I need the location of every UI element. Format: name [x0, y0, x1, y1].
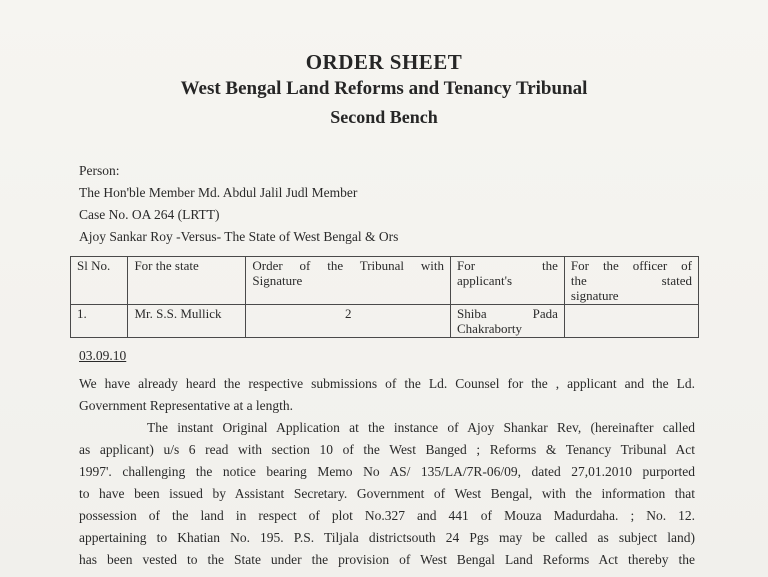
paragraph-2-line: The instant Original Application at the instance of Ajoy Shankar Rev, (hereinafter called [147, 420, 695, 435]
cell-for-state: Mr. S.S. Mullick [128, 305, 246, 338]
paragraph-2-line: 1997'. challenging the notice bearing Memo No AS/ 135/LA/7R-06/09, dated 27,01.2010 purported [79, 464, 695, 479]
header-order-line2: Signature [252, 273, 303, 288]
header-applicant-line1: For the [457, 258, 558, 273]
cell-applicant [451, 305, 565, 338]
paragraph-1 [79, 373, 695, 417]
paragraph-1-line: We have already heard the respective submissions of the Ld. Counsel for the , applicant and the Ld. [79, 376, 695, 391]
cell-officer [564, 305, 698, 338]
tribunal-name: West Bengal Land Reforms and Tenancy Tribunal [180, 78, 588, 99]
header-officer-line3: signature [570, 288, 619, 303]
header-order [246, 257, 451, 305]
cell-applicant-line1: Shiba Pada [457, 306, 558, 321]
header-applicant [451, 257, 565, 305]
header-officer-line2: the stated [570, 273, 692, 288]
order-date: 03.09.10 [79, 348, 127, 363]
header-officer [564, 257, 698, 305]
bench-name: Second Bench [330, 107, 438, 127]
person-label: Person: [79, 163, 120, 178]
document-title: ORDER SHEET [305, 50, 463, 74]
header-order-line1: Order of the Tribunal with [252, 258, 445, 273]
paragraph-2 [79, 417, 695, 571]
paragraph-2-line: appertaining to Khatian No. 195. P.S. Tiljala districtsouth 24 Pgs may be called as subject land) [79, 530, 695, 545]
paragraph-2-line: possession of the land in respect of plot No.327 and 441 of Mouza Madurdaha. ; No. 12. [79, 508, 695, 523]
table-header-row [71, 257, 699, 305]
case-parties: Ajoy Sankar Roy -Versus- The State of West Bengal & Ors [79, 229, 399, 244]
header-sl-no: Sl No. [71, 257, 128, 305]
cell-sl-no: 1. [71, 305, 128, 338]
header-applicant-line2: applicant's [457, 273, 513, 288]
order-table [70, 256, 699, 338]
header-for-state: For the state [128, 257, 246, 305]
paragraph-2-line: to have been issued by Assistant Secretary. Government of West Bengal, with the information that [79, 486, 695, 501]
member-name: The Hon'ble Member Md. Abdul Jalil Judl Member [79, 185, 358, 200]
header-officer-line1: For the officer of [570, 258, 692, 273]
cell-order: 2 [246, 305, 451, 338]
paragraph-2-line: has been vested to the State under the provision of West Bengal Land Reforms Act thereby the [79, 552, 695, 567]
table-row [71, 305, 699, 338]
paragraph-1-line: Government Representative at a length. [79, 398, 294, 413]
cell-applicant-line2: Chakraborty [457, 321, 522, 336]
paragraph-2-line: as applicant) u/s 6 read with section 10 of the West Banged ; Reforms & Tenancy Tribunal Act [79, 442, 695, 457]
case-number: Case No. OA 264 (LRTT) [79, 207, 220, 222]
